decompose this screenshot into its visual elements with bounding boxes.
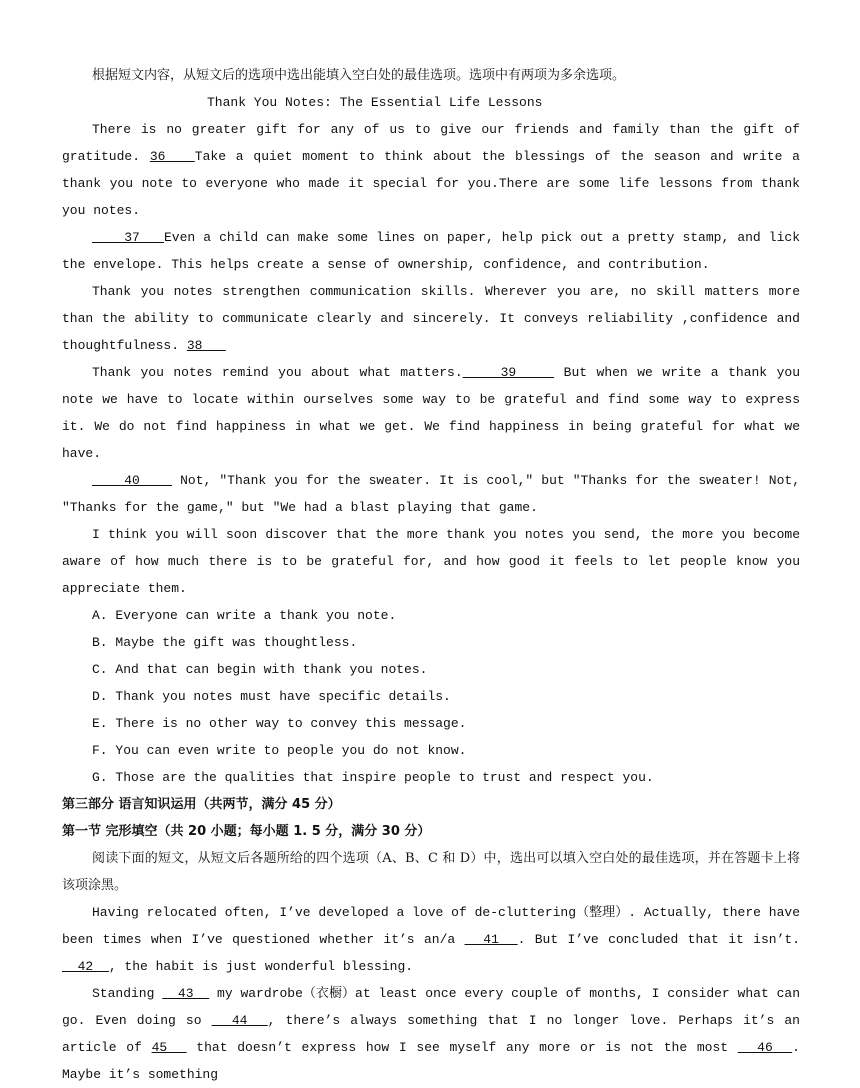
blank-36: 36 (149, 149, 195, 164)
blank-40: 40 (92, 473, 173, 488)
passage1-paragraph-4: Thank you notes remind you about what matters. 39 But when we write a thank you note we have to locate within ourselves some way to be grateful and find some way to express it. We do not find happiness in what we get. We find happiness in being grateful for what we have. (62, 365, 800, 461)
passage-title: Thank You Notes: The Essential Life Lessons (207, 95, 543, 110)
cloze-instruction: 阅读下面的短文，从短文后各题所给的四个选项（A、B、C 和 D）中，选出可以填入空白处的最佳选项，并在答题卡上将该项涂黑。 (62, 851, 800, 893)
passage1-paragraph-6: I think you will soon discover that the more thank you notes you send, the more you become aware of how much there is to be grateful for, and how good it feels to let people know you appreciate them. (62, 527, 800, 596)
reading-instruction: 根据短文内容，从短文后的选项中选出能填入空白处的最佳选项。选项中有两项为多余选项。 (92, 68, 626, 83)
blank-41: 41 (464, 932, 518, 947)
passage1-paragraph-3: Thank you notes strengthen communication skills. Wherever you are, no skill matters more than the ability to communicate clearly and sincerely. It conveys reliability ,confidence and thoughtfulness. 38 (62, 284, 800, 353)
passage1-paragraph-5: 40 Not, "Thank you for the sweater. It is cool," but "Thanks for the sweater! Not, "Thanks for the game," but "We had a blast playing that game. (62, 473, 800, 515)
option-a: A. Everyone can write a thank you note. (92, 608, 397, 623)
passage2-paragraph-1: Having relocated often, I’ve developed a love of de-cluttering（整理）. Actually, there have been times when I’ve questioned whether it’s an/a 41 . But I’ve concluded that it isn’t. 42 , the habit is just wonderful blessing. (62, 905, 800, 974)
blank-43: 43 (162, 986, 210, 1001)
option-e: E. There is no other way to convey this message. (92, 716, 467, 731)
option-c: C. And that can begin with thank you notes. (92, 662, 428, 677)
option-f: F. You can even write to people you do not know. (92, 743, 467, 758)
blank-46: 46 (737, 1040, 793, 1055)
section-heading: 第三部分 语言知识运用（共两节，满分 45 分） (62, 797, 341, 812)
blank-42: 42 (62, 959, 109, 974)
blank-44: 44 (211, 1013, 268, 1028)
passage1-paragraph-2: 37 Even a child can make some lines on paper, help pick out a pretty stamp, and lick the envelope. This helps create a sense of ownership, confidence, and contribution. (62, 230, 800, 272)
blank-37: 37 (92, 230, 164, 245)
passage1-paragraph-1: There is no greater gift for any of us to give our friends and family than the gift of gratitude. 36 Take a quiet moment to think about the blessings of the season and write a thank you note to everyone who made it special for you.There are some life lessons from thank you notes. (62, 122, 800, 218)
subsection-heading: 第一节 完形填空（共 20 小题；每小题 1. 5 分，满分 30 分） (62, 824, 431, 839)
blank-45: 45 (151, 1040, 187, 1055)
blank-38: 38 (186, 338, 226, 353)
option-g: G. Those are the qualities that inspire people to trust and respect you. (92, 770, 654, 785)
option-b: B. Maybe the gift was thoughtless. (92, 635, 358, 650)
option-d: D. Thank you notes must have specific details. (92, 689, 451, 704)
passage2-paragraph-2: Standing 43 my wardrobe（衣橱）at least once every couple of months, I consider what can go. Even doing so 44 , there’s always something that I no longer love. Perhaps it’s an article of 45 that doesn’t express how I see myself any more or is not the most 46 . Maybe it’s something (62, 986, 800, 1082)
blank-39: 39 (462, 365, 555, 380)
options-list (62, 602, 800, 791)
